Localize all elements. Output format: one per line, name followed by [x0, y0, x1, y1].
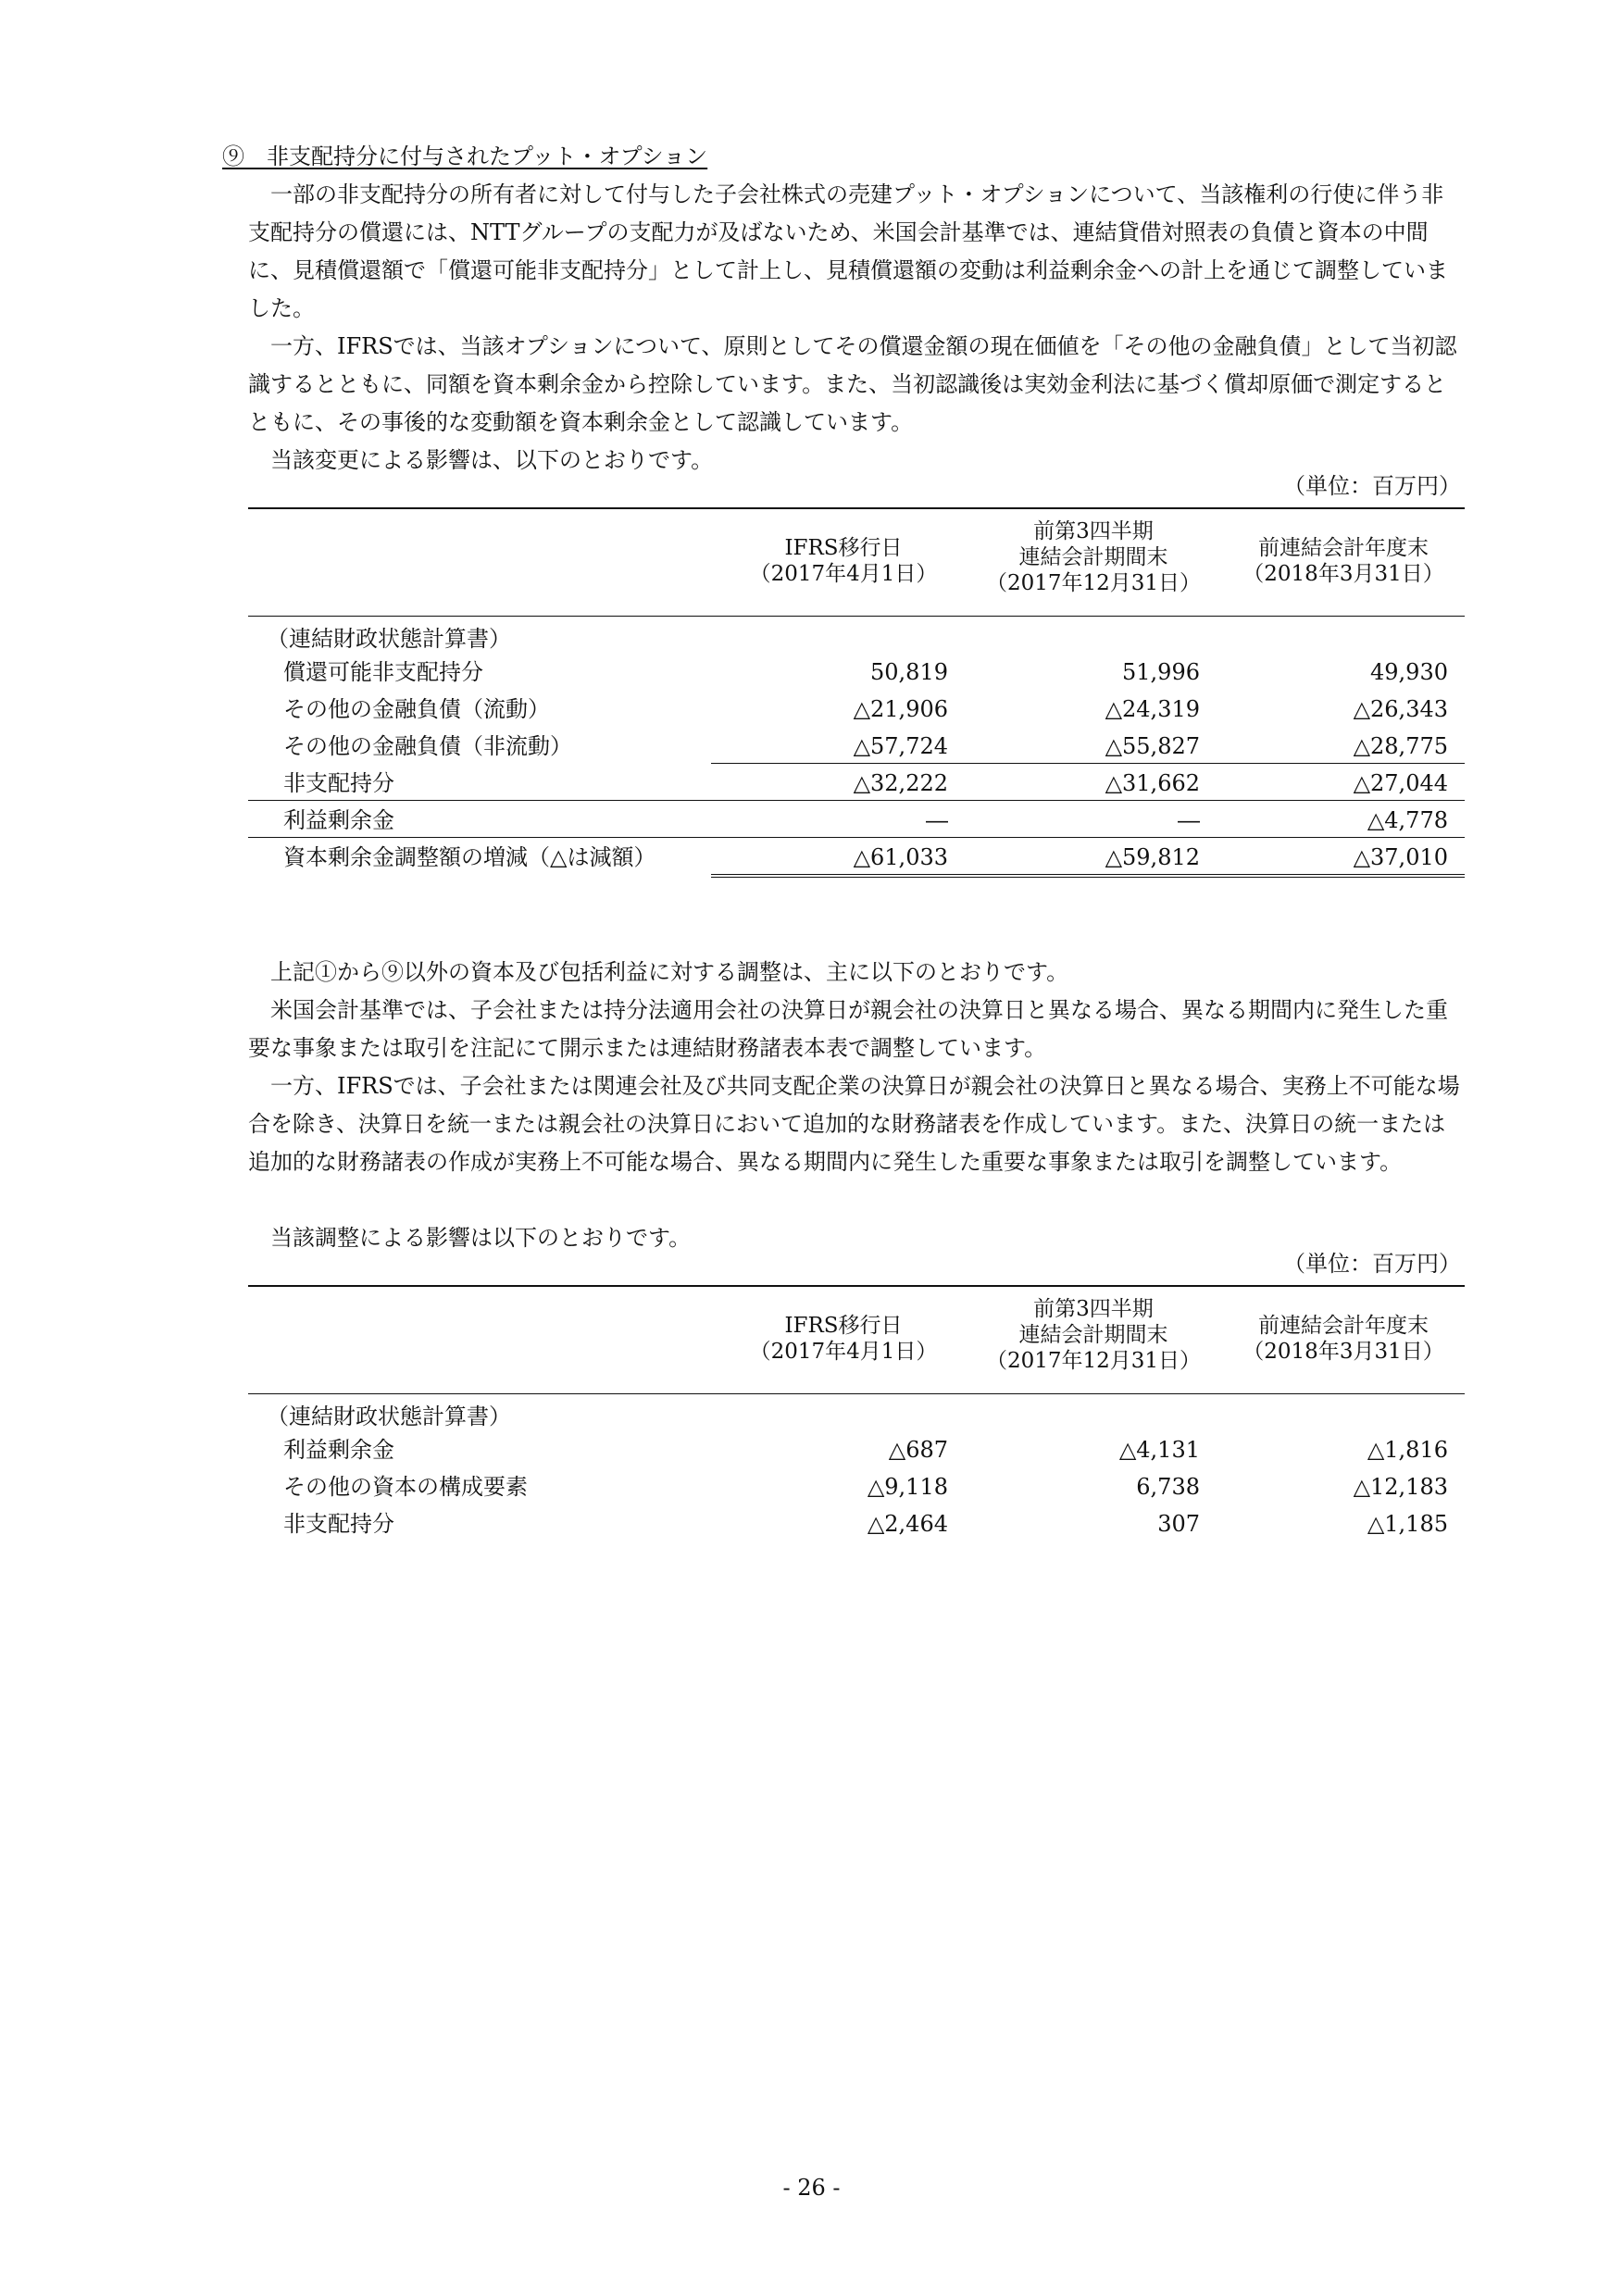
column-header-line: 前連結会計年度末: [1258, 1314, 1429, 1338]
table-row: [248, 1468, 1465, 1505]
cell-value: △1,816: [1367, 1437, 1448, 1463]
column-header-line: （2018年3月31日）: [1242, 562, 1444, 586]
column-header-line: （2017年12月31日）: [985, 1349, 1202, 1373]
cell-value: △9,118: [867, 1474, 948, 1500]
cell-value: △12,183: [1353, 1474, 1448, 1500]
table-row: [248, 839, 1465, 876]
cell-value: △27,044: [1353, 770, 1448, 796]
cell-value: △37,010: [1353, 844, 1448, 870]
column-header: [718, 1313, 968, 1365]
cell-value: △1,185: [1367, 1511, 1448, 1537]
row-label: 利益剰余金: [283, 1437, 394, 1463]
page-number: - 26 -: [782, 2175, 841, 2201]
paragraph: 一部の非支配持分の所有者に対して付与した子会社株式の売建プット・オプションについて、当該権利の行使に伴う非支配持分の償還には、NTTグループの支配力が及ばないため、米国会計基準では、連結貸借対照表の負債と資本の中間に、見積償還額で「償還可能非支配持分」として計上し、見積償還額の変動は利益剰余金への計上を通じて調整していました。: [248, 181, 1448, 321]
cell-value: 49,930: [1370, 659, 1448, 685]
paragraph: 当該変更による影響は、以下のとおりです。: [270, 447, 714, 473]
cell-value: △57,724: [853, 733, 948, 759]
row-label: 非支配持分: [283, 1511, 394, 1537]
table-row: [248, 691, 1465, 728]
row-rule: [248, 837, 1465, 838]
paragraph: 一方、IFRSでは、当該オプションについて、原則としてその償還金額の現在価値を「その他の金融負債」として当初認識するとともに、同額を資本剰余金から控除しています。また、当初認識後は実効金利法に基づく償却原価で測定するとともに、その事後的な変動額を資本剰余金として認識しています。: [248, 333, 1457, 435]
cell-value: △24,319: [1105, 696, 1200, 722]
cell-value: 50,819: [870, 659, 948, 685]
table-row: [248, 802, 1465, 839]
paragraph: 当該調整による影響は以下のとおりです。: [270, 1225, 692, 1251]
row-label: 償還可能非支配持分: [283, 659, 483, 685]
cell-value: 307: [1157, 1511, 1200, 1537]
table-row: [248, 654, 1465, 691]
cell-value: △31,662: [1105, 770, 1200, 796]
cell-value: △59,812: [1105, 844, 1200, 870]
column-header-line: 連結会計期間末: [1018, 1323, 1168, 1347]
table-header-rule: [248, 1393, 1465, 1394]
row-rule: [248, 800, 1465, 801]
column-header: [1218, 535, 1468, 587]
cell-value: ―: [926, 807, 948, 833]
row-label: 資本剰余金調整額の増減（△は減額）: [283, 844, 656, 870]
row-label: 非支配持分: [283, 770, 394, 796]
table-row: [248, 1505, 1465, 1542]
table-top-rule: [248, 1285, 1465, 1287]
paragraph: 米国会計基準では、子会社または持分法適用会社の決算日が親会社の決算日と異なる場合、異なる期間内に発生した重要な事象または取引を注記にて開示または連結財務諸表本表で調整しています。: [248, 997, 1448, 1061]
table-row: [248, 1431, 1465, 1468]
section-heading: ⑨ 非支配持分に付与されたプット・オプション: [222, 144, 708, 169]
column-header: [968, 1296, 1218, 1374]
cell-value: △55,827: [1105, 733, 1200, 759]
cell-value: △687: [888, 1437, 948, 1463]
column-header-line: （2017年4月1日）: [749, 562, 938, 586]
row-label: その他の金融負債（流動）: [283, 696, 550, 722]
cell-value: △2,464: [867, 1511, 948, 1537]
table-section-row: [248, 1398, 1465, 1435]
paragraph: 一方、IFRSでは、子会社または関連会社及び共同支配企業の決算日が親会社の決算日と異なる場合、実務上不可能な場合を除き、決算日を統一または親会社の決算日において追加的な財務諸表を作成しています。また、決算日の統一または追加的な財務諸表の作成が実務上不可能な場合、異なる期間内に発生した重要な事象または取引を調整しています。: [248, 1073, 1460, 1175]
column-header: [718, 535, 968, 587]
paragraph: 上記①から⑨以外の資本及び包括利益に対する調整は、主に以下のとおりです。: [270, 959, 1069, 985]
cell-value: △61,033: [853, 844, 948, 870]
table-top-rule: [248, 507, 1465, 509]
cell-value: △32,222: [853, 770, 948, 796]
row-label: その他の資本の構成要素: [283, 1474, 528, 1500]
table-row: [248, 728, 1465, 765]
column-header-line: IFRS移行日: [784, 1314, 903, 1338]
cell-value: △21,906: [853, 696, 948, 722]
table-section-label: （連結財政状態計算書）: [267, 626, 511, 652]
column-header-line: （2017年12月31日）: [985, 571, 1202, 595]
table-row: [248, 765, 1465, 802]
row-label: その他の金融負債（非流動）: [283, 733, 572, 759]
cell-value: ―: [1178, 807, 1200, 833]
subtotal-rule: [711, 763, 1465, 764]
column-header-line: 前第3四半期: [1033, 519, 1154, 543]
unit-label: （単位：百万円）: [1283, 1251, 1461, 1277]
column-header-line: （2017年4月1日）: [749, 1340, 938, 1364]
column-header-line: 連結会計期間末: [1018, 545, 1168, 569]
table-header-rule: [248, 616, 1465, 617]
column-header-line: 前第3四半期: [1033, 1297, 1154, 1321]
column-header-line: IFRS移行日: [784, 536, 903, 560]
cell-value: 6,738: [1136, 1474, 1200, 1500]
column-header-line: 前連結会計年度末: [1258, 536, 1429, 560]
table-section-label: （連結財政状態計算書）: [267, 1404, 511, 1429]
total-double-rule: [711, 874, 1465, 878]
unit-label: （単位：百万円）: [1283, 473, 1461, 499]
cell-value: △4,131: [1118, 1437, 1200, 1463]
cell-value: 51,996: [1122, 659, 1200, 685]
column-header-line: （2018年3月31日）: [1242, 1340, 1444, 1364]
cell-value: △26,343: [1353, 696, 1448, 722]
cell-value: △28,775: [1353, 733, 1448, 759]
column-header: [1218, 1313, 1468, 1365]
row-label: 利益剰余金: [283, 807, 394, 833]
cell-value: △4,778: [1367, 807, 1448, 833]
column-header: [968, 518, 1218, 596]
table-section-row: [248, 620, 1465, 657]
